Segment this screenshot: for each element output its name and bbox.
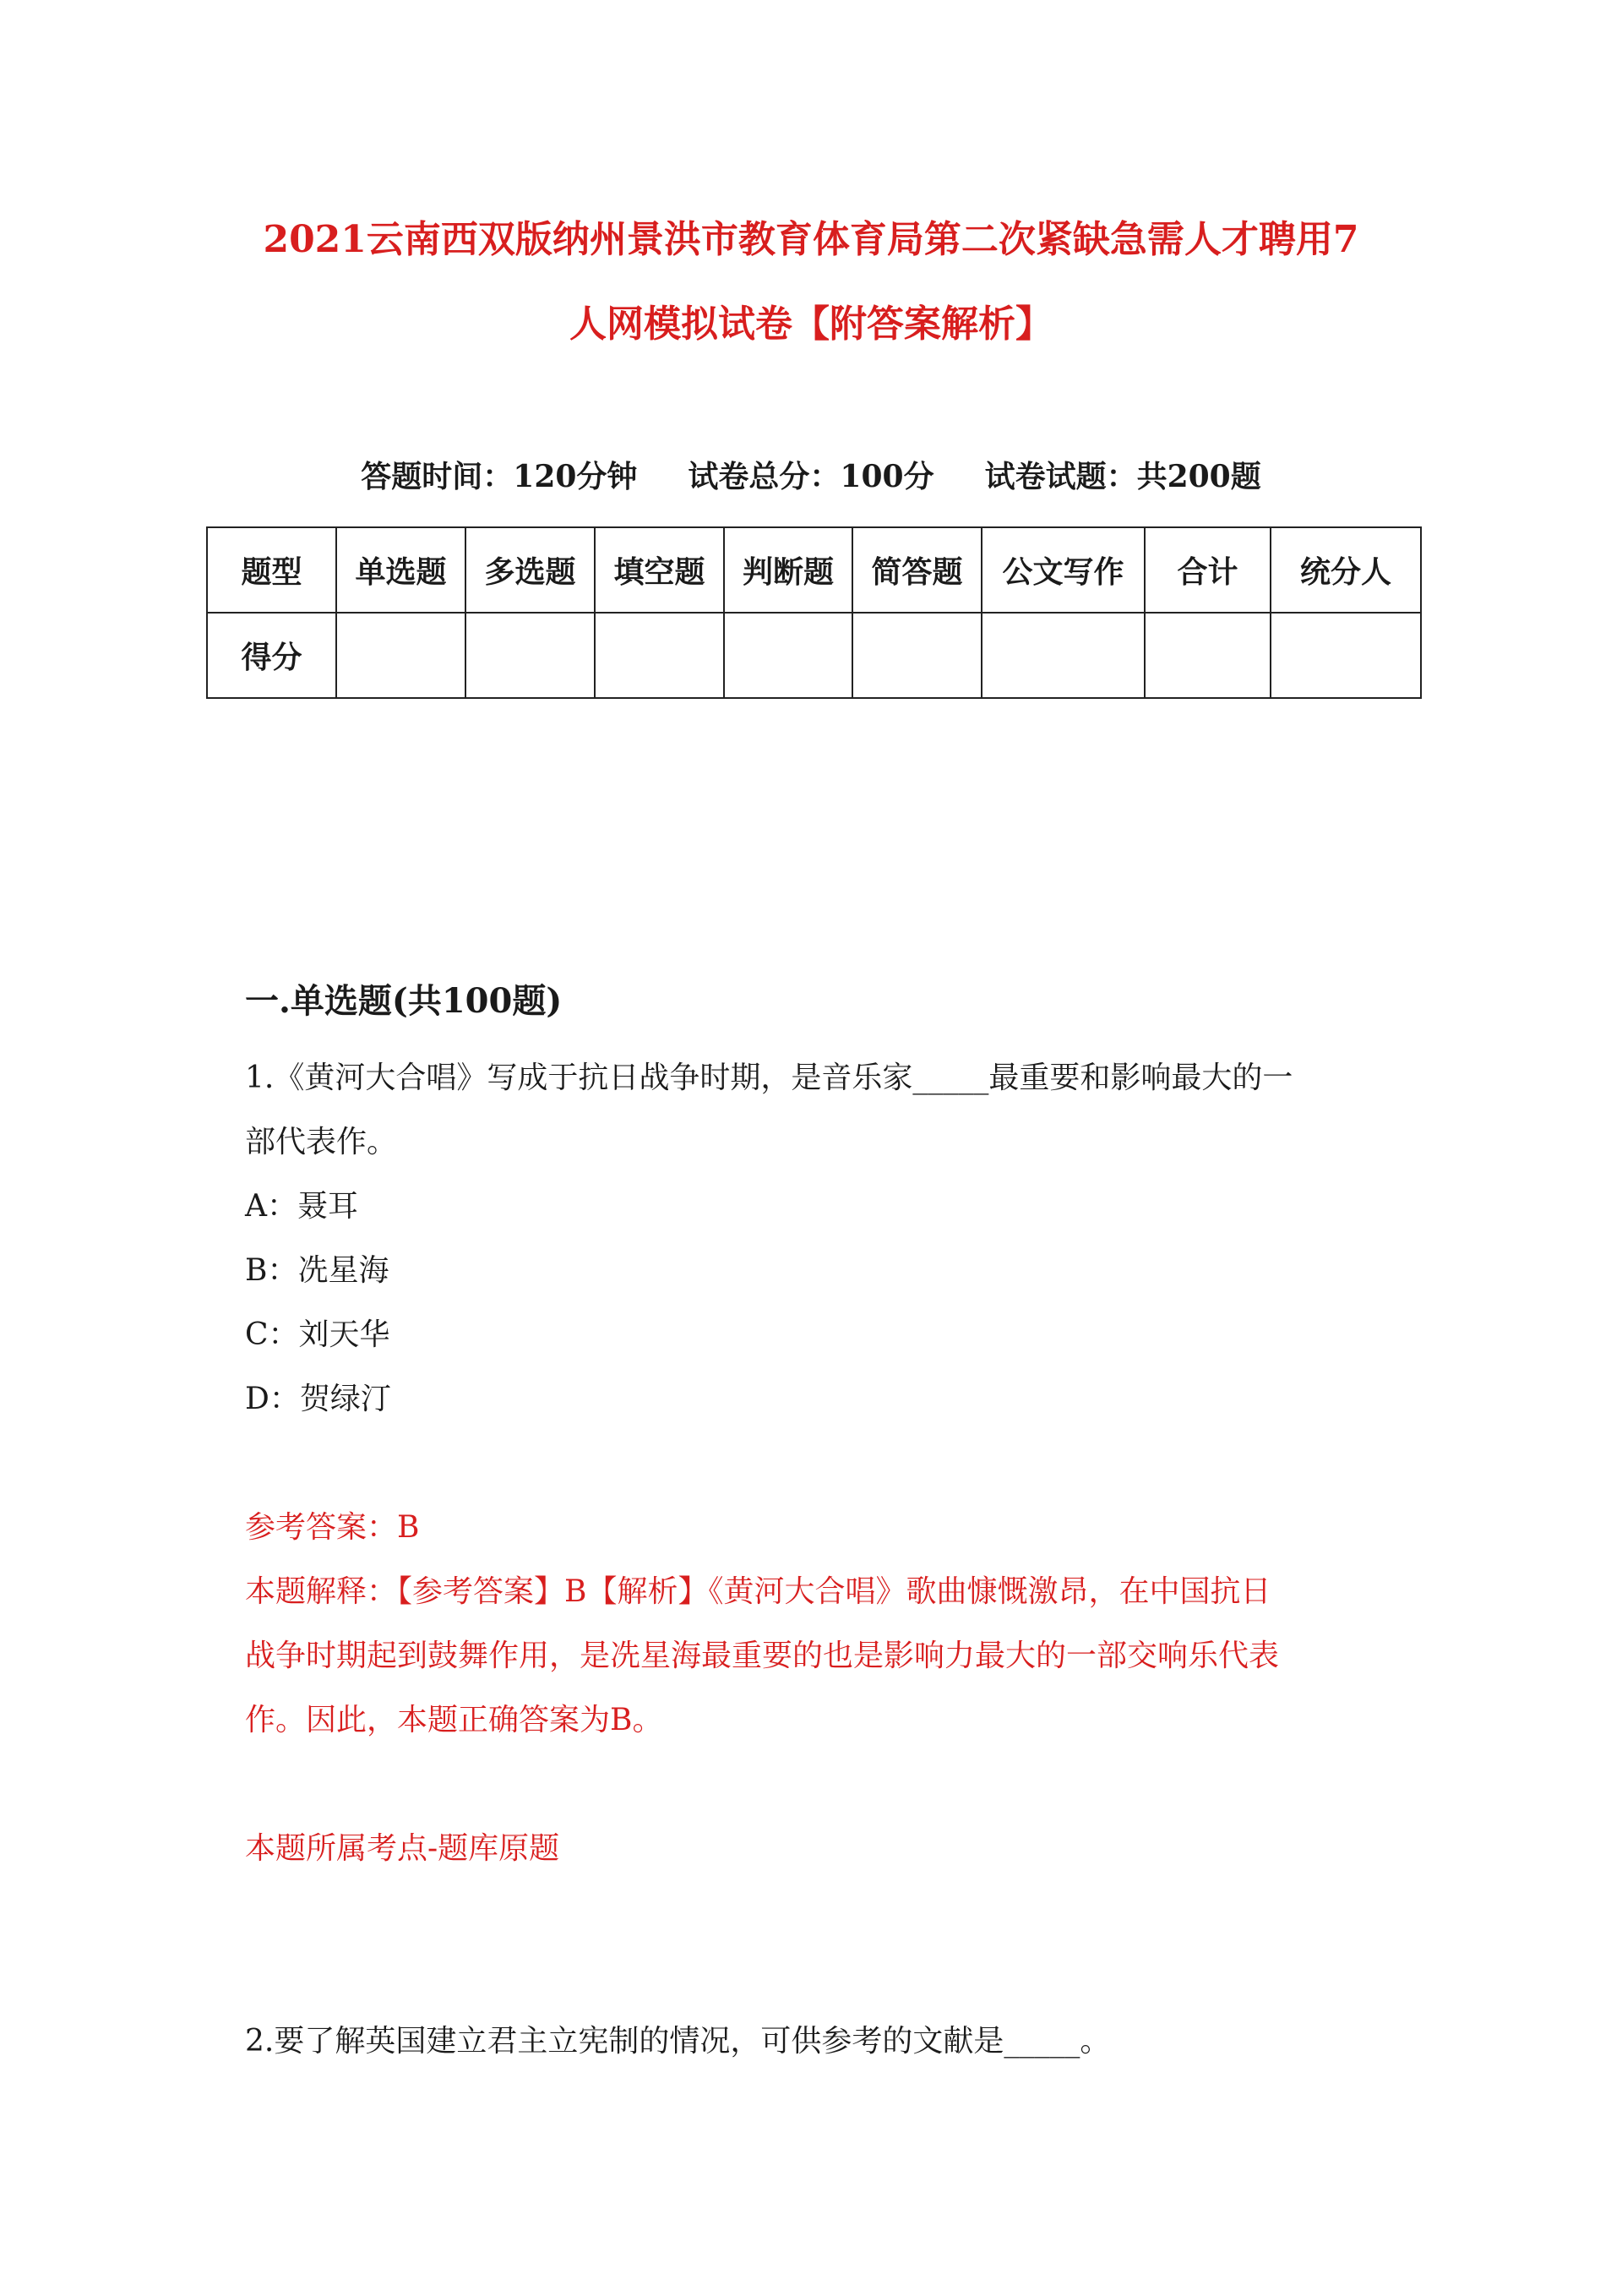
- header-cell: 合计: [1145, 527, 1271, 613]
- score-cell: [595, 613, 724, 698]
- score-cell: [982, 613, 1145, 698]
- header-cell: 简答题: [852, 527, 982, 613]
- document-title-line2: 人网模拟试卷【附答案解析】: [569, 303, 1053, 346]
- question-1-explanation-line3: 作。因此，本题正确答案为B。: [245, 1703, 663, 1737]
- header-cell: 填空题: [595, 527, 724, 613]
- header-cell: 统分人: [1271, 527, 1421, 613]
- score-cell: [465, 613, 595, 698]
- exam-time: 答题时间：120分钟: [361, 459, 638, 494]
- document-title-line1: 2021云南西双版纳州景洪市教育体育局第二次紧缺急需人才聘用7: [263, 218, 1359, 261]
- question-2-stem: 2.要了解英国建立君主立宪制的情况，可供参考的文献是_____。: [245, 2024, 1111, 2059]
- score-table-score-row: [207, 613, 1421, 698]
- score-cell: [336, 613, 465, 698]
- header-cell: 公文写作: [982, 527, 1145, 613]
- exam-total-score: 试卷总分：100分: [688, 459, 934, 494]
- score-table-header-row: [207, 527, 1421, 613]
- exam-meta: [304, 453, 1318, 496]
- question-1-stem-line1: 1.《黄河大合唱》写成于抗日战争时期，是音乐家_____最重要和影响最大的一: [245, 1061, 1293, 1095]
- score-cell: [852, 613, 982, 698]
- header-cell: 单选题: [336, 527, 465, 613]
- question-1-answer: 参考答案：B: [245, 1510, 420, 1545]
- score-cell: [1145, 613, 1271, 698]
- section-heading: 一.单选题(共100题): [245, 981, 563, 1021]
- header-cell: 题型: [207, 527, 336, 613]
- question-1-option-a: A：聂耳: [245, 1189, 358, 1224]
- question-1-knowledge-point: 本题所属考点-题库原题: [245, 1831, 560, 1866]
- question-1-explanation-line2: 战争时期起到鼓舞作用，是冼星海最重要的也是影响力最大的一部交响乐代表: [245, 1639, 1280, 1673]
- question-1-stem-line2: 部代表作。: [245, 1125, 398, 1159]
- score-cell: [724, 613, 852, 698]
- header-cell: 多选题: [465, 527, 595, 613]
- score-cell: [1271, 613, 1421, 698]
- header-cell: 判断题: [724, 527, 852, 613]
- question-1-option-d: D：贺绿汀: [245, 1382, 391, 1416]
- exam-question-count: 试卷试题：共200题: [984, 459, 1261, 494]
- question-1-option-b: B：冼星海: [245, 1253, 389, 1288]
- score-table: [206, 526, 1422, 699]
- question-1-option-c: C：刘天华: [245, 1317, 390, 1352]
- question-1-explanation-line1: 本题解释：【参考答案】B【解析】《黄河大合唱》歌曲慷慨激昂，在中国抗日: [245, 1574, 1271, 1609]
- score-row-label: 得分: [207, 613, 336, 698]
